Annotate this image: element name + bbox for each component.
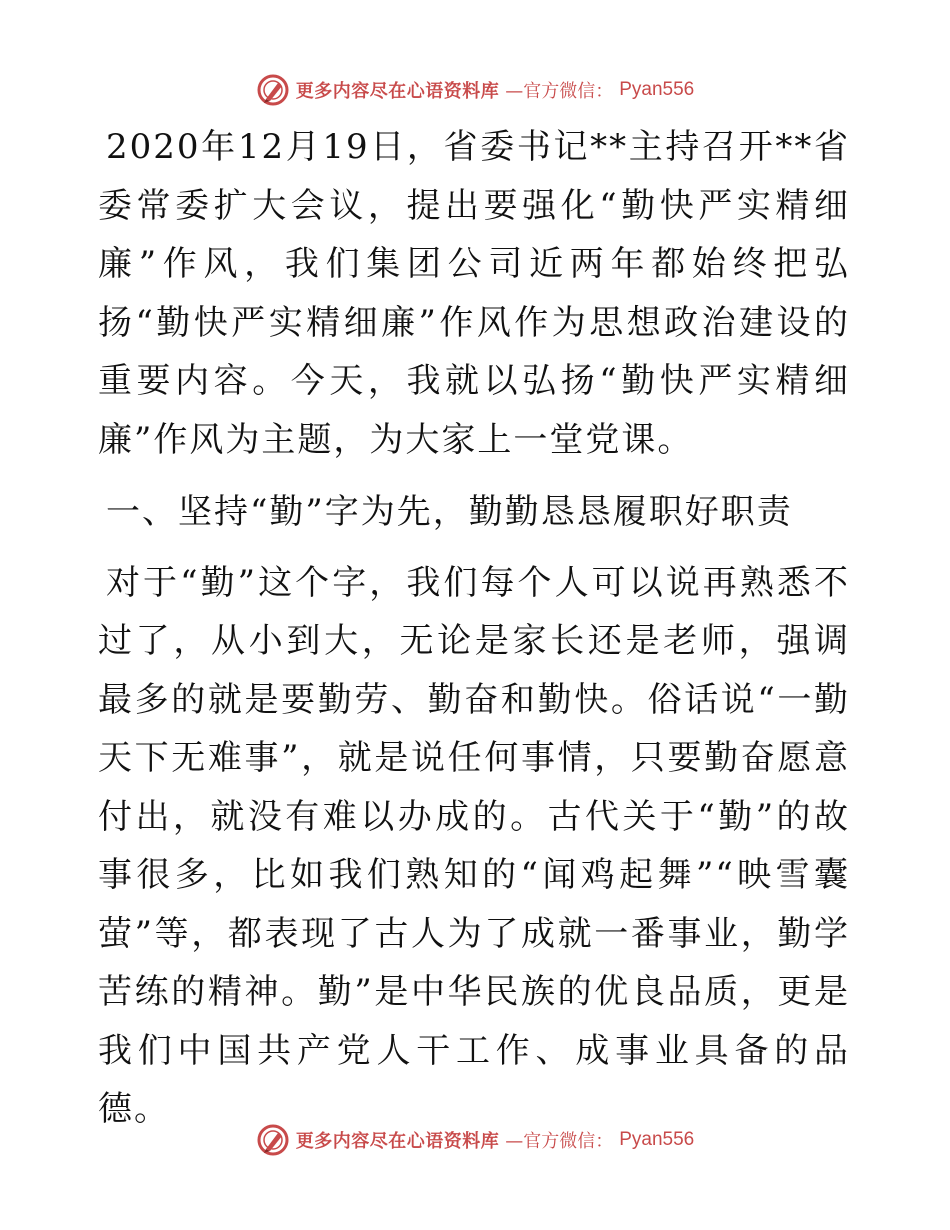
section-heading: 一、坚持“勤”字为先，勤勤恳恳履职好职责 [106,492,793,532]
pen-nib-circle-icon [256,73,290,107]
paragraph-section-1: 对于“勤”这个字，我们每个人可以说再熟悉不过了，从小到大，无论是家长还是老师，强调最多的就是要勤劳、勤奋和勤快。俗话说“一勤天下无难事”，就是说任何事情，只要勤奋愿意付出，就没有难以办成的。古代关于“勤”的故事很多，比如我们熟知的“闻鸡起舞”“映雪囊萤”等，都表现了古人为了成就一番事业，勤学苦练的精神。勤”是中华民族的优良品质，更是我们中国共产党人干工作、成事业具备的品德。 [98,562,850,1129]
document-body [98,118,850,1139]
banner-text: 更多内容尽在心语资料库 [295,1131,500,1152]
header-banner[interactable] [0,70,950,110]
banner-wechat-id: Pyan556 [619,1129,695,1150]
paragraph-intro: 2020年12月19日，省委书记**主持召开**省委常委扩大会议，提出要强化“勤快严实精细廉”作风，我们集团公司近两年都始终把弘扬“勤快严实精细廉”作风作为思想政治建设的重要内容。今天，我就以弘扬“勤快严实精细廉”作风为主题，为大家上一堂党课。 [98,127,850,460]
banner-separator: —官方微信： [505,1131,614,1152]
banner-text: 更多内容尽在心语资料库 [295,81,500,102]
footer-banner[interactable] [0,1120,950,1160]
banner-wechat-id: Pyan556 [619,79,695,100]
pen-nib-circle-icon [256,1123,290,1157]
banner-separator: —官方微信： [505,81,614,102]
